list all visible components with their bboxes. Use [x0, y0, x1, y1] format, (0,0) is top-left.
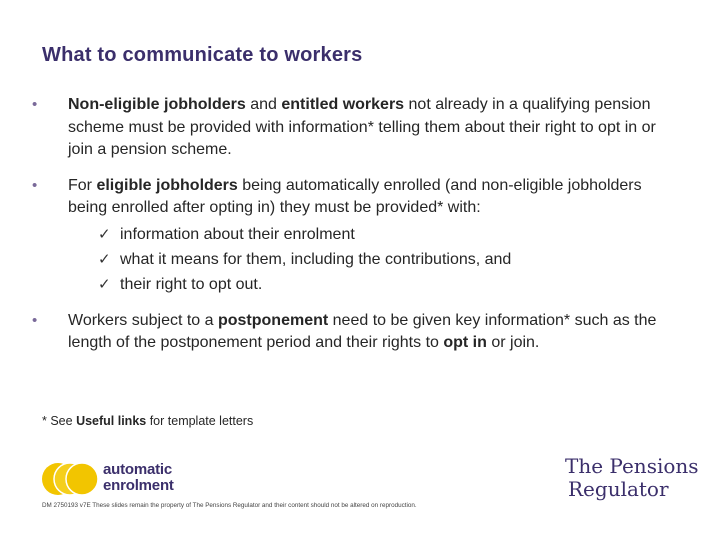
yellow-circles-icon [40, 460, 100, 498]
bullet-text: being automatically enrolled (and non-eligible jobholders being enrolled after opting in) they must be provided* with: [68, 176, 642, 216]
bullet-text: For [68, 176, 97, 194]
bullet-item [30, 94, 680, 162]
bullet-dot-icon: • [32, 311, 38, 329]
check-text: information about their enrolment [120, 225, 355, 243]
automatic-enrolment-logo [40, 460, 200, 500]
ae-logo-line1: automatic [103, 461, 173, 478]
check-text: what it means for them, including the contributions, and [120, 250, 512, 268]
footnote-text: * See [42, 414, 77, 428]
check-icon: ✓ [98, 250, 111, 268]
bullet-item [30, 310, 680, 355]
check-item [98, 272, 680, 297]
bullet-text: and [245, 96, 282, 113]
tpr-logo-line2: Regulator [568, 477, 669, 501]
pensions-regulator-logo [565, 455, 699, 501]
ae-logo-line2: enrolment [103, 477, 174, 494]
bullet-text-bold: eligible jobholders [96, 176, 238, 194]
ae-logo-text [103, 462, 174, 494]
check-item [98, 222, 680, 247]
bullet-text: Workers subject to a [68, 311, 218, 329]
bullet-item [30, 175, 680, 297]
footnote [42, 414, 253, 428]
disclaimer: DM 2750193 v7E These slides remain the property of The Pensions Regulator and their content should not be altered on reproduction. [42, 502, 417, 509]
bullet-text-bold: postponement [217, 311, 329, 329]
bullet-text: or join. [486, 334, 540, 351]
check-icon: ✓ [98, 275, 111, 293]
bullet-list [30, 94, 680, 368]
bullet-text: not already in a qualifying pension scheme must be provided with information* telling them about their right to opt in or join a pension scheme. [68, 96, 656, 158]
check-item [98, 247, 680, 272]
tpr-logo-line1: The Pensions [565, 454, 699, 478]
bullet-dot-icon: • [32, 176, 38, 194]
bullet-dot-icon: • [32, 96, 38, 113]
useful-links-text: Useful links [76, 414, 147, 428]
check-text: their right to opt out. [120, 275, 263, 293]
check-icon: ✓ [98, 225, 111, 243]
footnote-text: for template letters [146, 414, 254, 428]
check-list [98, 222, 680, 297]
bullet-text-bold: Non-eligible jobholders [68, 96, 246, 113]
bullet-text-bold: opt in [443, 334, 487, 351]
page-title: What to communicate to workers [42, 44, 363, 66]
bullet-text-bold: entitled workers [281, 96, 405, 113]
bullet-text: need to be given key information* such as the length of the postponement period and their rights to [68, 311, 657, 351]
